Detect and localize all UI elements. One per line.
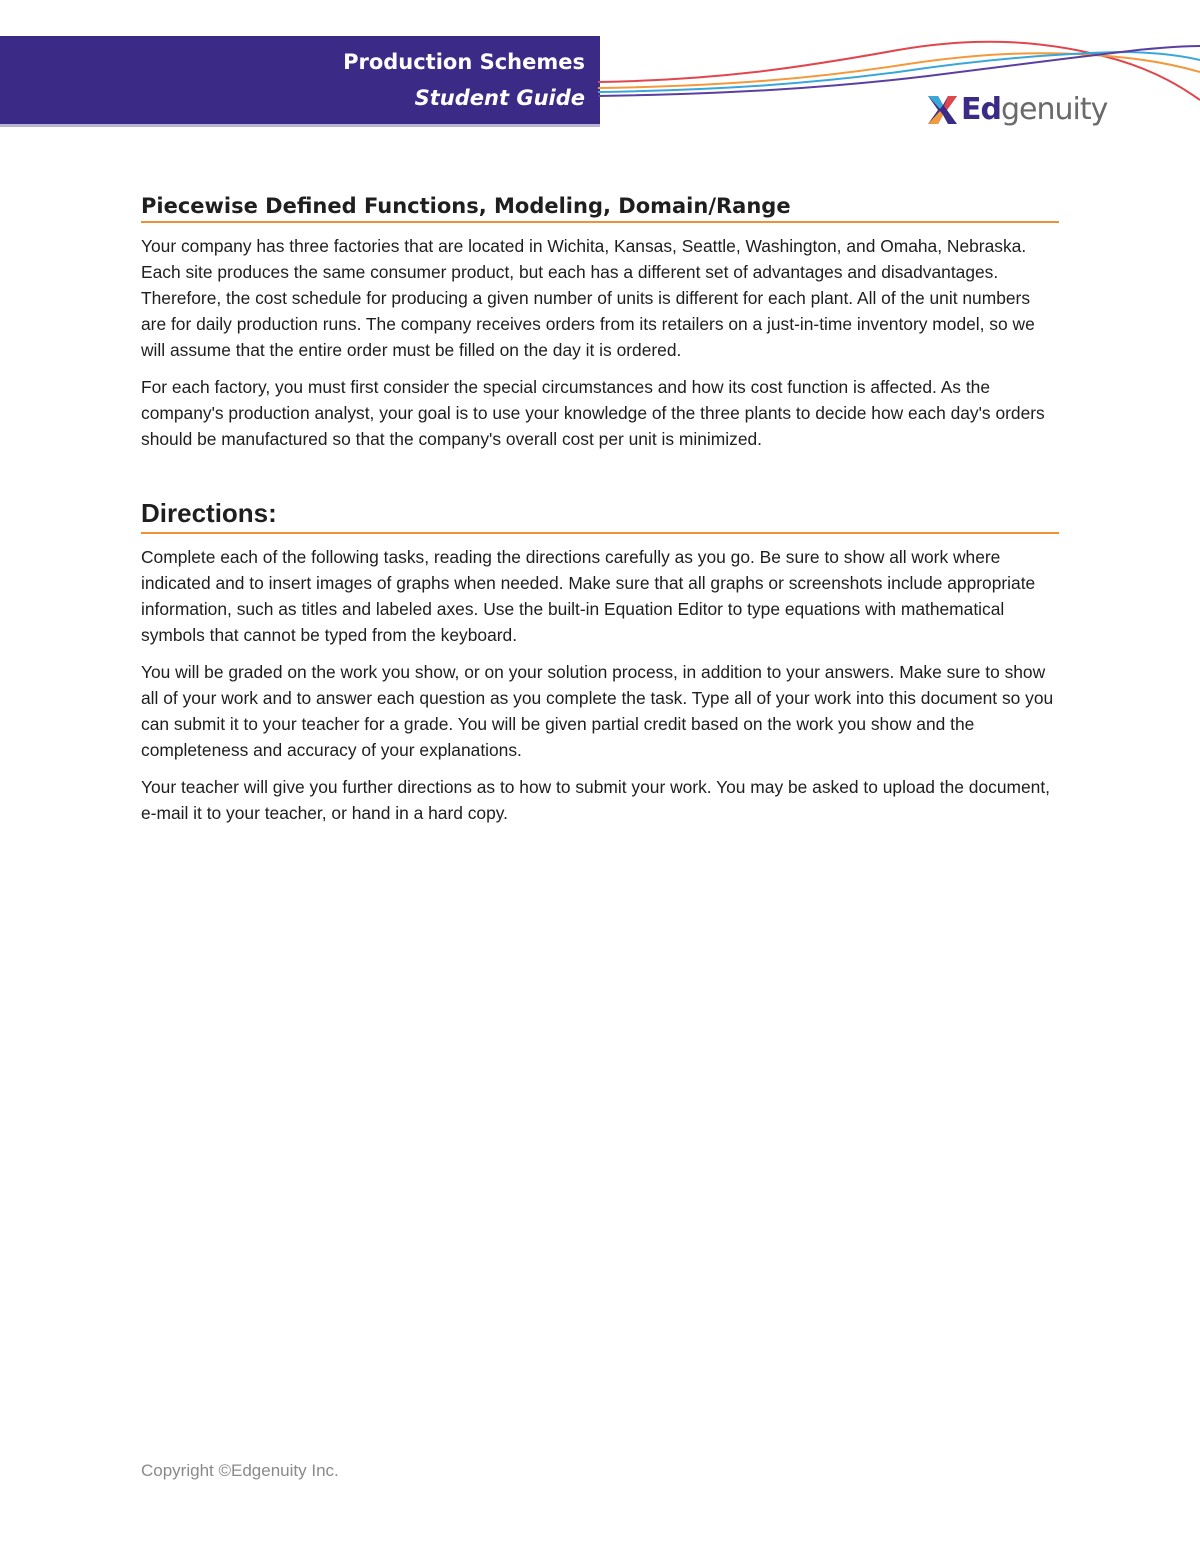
header-banner xyxy=(0,36,600,124)
logo-ed: Ed xyxy=(961,92,1001,127)
document-title: Production Schemes xyxy=(343,50,585,74)
goal-paragraph: For each factory, you must first consider the special circumstances and how its cost function is affected. As the company's production analyst, your goal is to use your knowledge of the three plants to decide how each day's orders should be manufactured so that the company's overall cost per unit is minimized. xyxy=(141,377,1045,449)
directions-paragraph: Complete each of the following tasks, reading the directions carefully as you go. Be sure to show all work where indicated and to insert images of graphs when needed. Make sure that all graphs or screenshots include appropriate information, such as titles and labeled axes. Use the built-in Equation Editor to type equations with mathematical symbols that cannot be typed from the keyboard. xyxy=(141,547,1036,645)
section-title: Piecewise Defined Functions, Modeling, Domain/Range xyxy=(141,194,1059,223)
logo-wordmark xyxy=(961,92,1108,127)
main-content xyxy=(141,194,1059,837)
submission-paragraph: Your teacher will give you further directions as to how to submit your work. You may be asked to upload the document, e-mail it to your teacher, or hand in a hard copy. xyxy=(141,777,1051,823)
grading-paragraph: You will be graded on the work you show, or on your solution process, in addition to your answers. Make sure to show all of your work and to answer each question as you complete the task. Type all of your work into this document so you can submit it to your teacher for a grade. You will be given partial credit based on the work you show and the completeness and accuracy of your explanations. xyxy=(141,662,1054,760)
logo-genuity: genuity xyxy=(1000,92,1108,127)
copyright-footer: Copyright ©Edgenuity Inc. xyxy=(141,1461,339,1480)
section-spacer xyxy=(141,463,1059,498)
document-subtitle: Student Guide xyxy=(414,86,585,110)
edgenuity-logo xyxy=(926,90,1107,130)
intro-paragraph: Your company has three factories that are located in Wichita, Kansas, Seattle, Washington, and Omaha, Nebraska. Each site produces the same consumer product, but each has a different set of advantages and disadvantages. Therefore, the cost schedule for producing a given number of units is different for each plant. All of the unit numbers are for daily production runs. The company receives orders from its retailers on a just-in-time inventory model, so we will assume that the entire order must be filled on the day it is ordered. xyxy=(141,236,1035,360)
directions-heading: Directions: xyxy=(141,498,1059,534)
decorative-waves xyxy=(598,30,1200,120)
edgenuity-x-icon xyxy=(926,93,960,127)
